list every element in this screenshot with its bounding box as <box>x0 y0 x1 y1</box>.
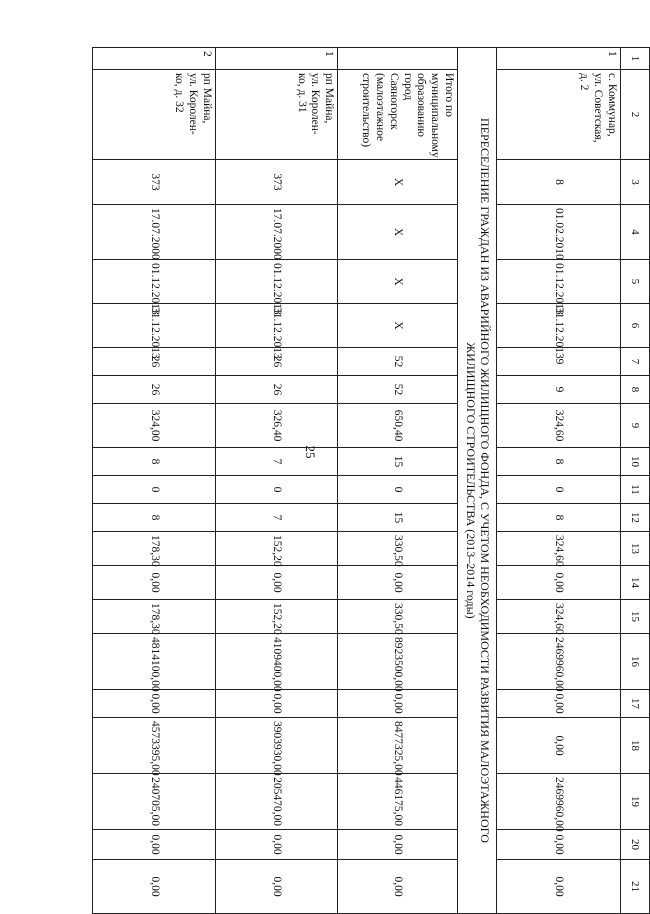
row-index-cell: 1 <box>215 48 338 70</box>
row-name-line: ул. Королен- <box>309 73 322 135</box>
value-cell: 446175,00 <box>338 774 458 830</box>
column-number: 1 <box>620 48 649 70</box>
row-name-line: муниципальному <box>429 73 442 158</box>
column-number: 14 <box>620 566 649 600</box>
row-index-cell: 1 <box>496 48 620 70</box>
value-cell: 8 <box>93 448 216 476</box>
column-number: 17 <box>620 690 649 718</box>
value-cell: 0,00 <box>215 860 338 914</box>
value-cell: Х <box>338 260 458 304</box>
value-cell: 15 <box>338 448 458 476</box>
value-cell: 26 <box>215 376 338 404</box>
row-index-cell: 2 <box>93 48 216 70</box>
value-cell: 0 <box>496 476 620 504</box>
value-cell: 9 <box>496 348 620 376</box>
row-name-cell <box>496 70 620 160</box>
value-cell: 01.02.2010 <box>496 205 620 260</box>
value-cell: 8477325,00 <box>338 718 458 774</box>
section-title <box>457 48 496 914</box>
value-cell: 240705,00 <box>93 774 216 830</box>
column-number: 3 <box>620 160 649 205</box>
value-cell: 3903930,00 <box>215 718 338 774</box>
value-cell: 26 <box>93 348 216 376</box>
row-name-line: ко, д. 32 <box>173 73 186 113</box>
value-cell: 178,30 <box>93 532 216 566</box>
table-row <box>215 48 338 914</box>
row-name-line: Итого по <box>442 73 455 117</box>
value-cell: 0,00 <box>215 566 338 600</box>
value-cell: 2469960,00 <box>496 634 620 690</box>
value-cell: 0,00 <box>496 690 620 718</box>
value-cell: Х <box>338 304 458 348</box>
value-cell: 7 <box>215 448 338 476</box>
value-cell: 4109400,00 <box>215 634 338 690</box>
column-number: 11 <box>620 476 649 504</box>
section-title-line2: ЖИЛИЩНОГО СТРОИТЕЛЬСТВА (2013–2014 годы) <box>463 342 478 619</box>
row-name-line: строительство) <box>360 73 373 148</box>
value-cell: 17.07.2000 <box>215 205 338 260</box>
value-cell: 8 <box>93 504 216 532</box>
column-number: 18 <box>620 718 649 774</box>
table-row <box>496 48 620 914</box>
column-number: 9 <box>620 404 649 448</box>
value-cell: 4814100,00 <box>93 634 216 690</box>
column-number: 15 <box>620 600 649 634</box>
value-cell: 0,00 <box>215 690 338 718</box>
row-name-line: с. Коммунар, <box>605 73 618 137</box>
resettlement-table <box>92 47 650 914</box>
value-cell: 01.12.2013 <box>496 260 620 304</box>
value-cell: 0,00 <box>496 860 620 914</box>
column-number: 12 <box>620 504 649 532</box>
row-name-line: д. 2 <box>577 73 590 91</box>
value-cell: 330,50 <box>338 600 458 634</box>
value-cell: 01.12.2013 <box>215 260 338 304</box>
value-cell: 31.12.2013 <box>93 304 216 348</box>
column-number: 2 <box>620 70 649 160</box>
row-index-cell <box>338 48 458 70</box>
row-name-line: рп Майна, <box>200 73 213 124</box>
value-cell: 0,00 <box>338 566 458 600</box>
row-name-line: Саяногорск <box>387 73 400 130</box>
column-number: 5 <box>620 260 649 304</box>
value-cell: 0,00 <box>338 690 458 718</box>
value-cell: 205470,00 <box>215 774 338 830</box>
value-cell: 0,00 <box>93 690 216 718</box>
value-cell: 0,00 <box>93 830 216 860</box>
value-cell: 17.07.2000 <box>93 205 216 260</box>
page-number: 25 <box>303 445 318 459</box>
value-cell: 0,00 <box>93 860 216 914</box>
column-number-row <box>620 48 649 914</box>
total-row <box>338 48 458 914</box>
row-name-cell <box>338 70 458 160</box>
value-cell: 7 <box>215 504 338 532</box>
value-cell: Х <box>338 160 458 205</box>
value-cell: 0,00 <box>93 566 216 600</box>
column-number: 16 <box>620 634 649 690</box>
value-cell: 0,00 <box>215 830 338 860</box>
value-cell: 373 <box>215 160 338 205</box>
column-number: 8 <box>620 376 649 404</box>
value-cell: 31.12.2013 <box>215 304 338 348</box>
value-cell: 0,00 <box>496 830 620 860</box>
rotated-table-wrapper <box>92 47 650 897</box>
value-cell: 324,60 <box>496 532 620 566</box>
row-name-cell <box>215 70 338 160</box>
value-cell: 4573395,00 <box>93 718 216 774</box>
value-cell: 0,00 <box>496 566 620 600</box>
column-number: 4 <box>620 205 649 260</box>
value-cell: Х <box>338 205 458 260</box>
value-cell: 152,20 <box>215 600 338 634</box>
value-cell: 26 <box>215 348 338 376</box>
row-name-line: (малоэтажное <box>373 73 386 142</box>
value-cell: 8 <box>496 504 620 532</box>
column-number: 20 <box>620 830 649 860</box>
column-number: 7 <box>620 348 649 376</box>
value-cell: 8 <box>496 448 620 476</box>
value-cell: 152,20 <box>215 532 338 566</box>
row-name-line: ко, д. 31 <box>295 73 308 113</box>
row-name-line: ул. Советская, <box>591 73 604 143</box>
value-cell: 8 <box>496 160 620 205</box>
row-name-line: образованию город <box>401 73 428 137</box>
column-number: 21 <box>620 860 649 914</box>
value-cell: 0,00 <box>338 860 458 914</box>
value-cell: 0,00 <box>338 830 458 860</box>
value-cell: 01.12.2013 <box>93 260 216 304</box>
row-name-line: ул. Королен- <box>186 73 199 135</box>
value-cell: 9 <box>496 376 620 404</box>
value-cell: 326,40 <box>215 404 338 448</box>
value-cell: 15 <box>338 504 458 532</box>
value-cell: 0,00 <box>496 718 620 774</box>
section-title-line1: ПЕРЕСЕЛЕНИЕ ГРАЖДАН ИЗ АВАРИЙНОГО ЖИЛИЩНОГО ФОНДА, С УЧЕТОМ НЕОБХОДИМОСТИ РАЗВИТИЯ МАЛОЭТАЖНОГО <box>477 118 492 843</box>
row-name-line: рп Майна, <box>323 73 336 124</box>
value-cell: 373 <box>93 160 216 205</box>
value-cell: 650,40 <box>338 404 458 448</box>
section-title-row <box>457 48 496 914</box>
value-cell: 324,60 <box>496 600 620 634</box>
value-cell: 0 <box>338 476 458 504</box>
value-cell: 324,00 <box>93 404 216 448</box>
value-cell: 0 <box>215 476 338 504</box>
column-number: 10 <box>620 448 649 476</box>
value-cell: 324,60 <box>496 404 620 448</box>
value-cell: 26 <box>93 376 216 404</box>
column-number: 6 <box>620 304 649 348</box>
column-number: 13 <box>620 532 649 566</box>
value-cell: 330,50 <box>338 532 458 566</box>
value-cell: 52 <box>338 376 458 404</box>
table-row <box>93 48 216 914</box>
value-cell: 31.12.2013 <box>496 304 620 348</box>
value-cell: 0 <box>93 476 216 504</box>
value-cell: 2469960,00 <box>496 774 620 830</box>
value-cell: 8923500,00 <box>338 634 458 690</box>
row-name-cell <box>93 70 216 160</box>
column-number: 19 <box>620 774 649 830</box>
value-cell: 178,30 <box>93 600 216 634</box>
value-cell: 52 <box>338 348 458 376</box>
